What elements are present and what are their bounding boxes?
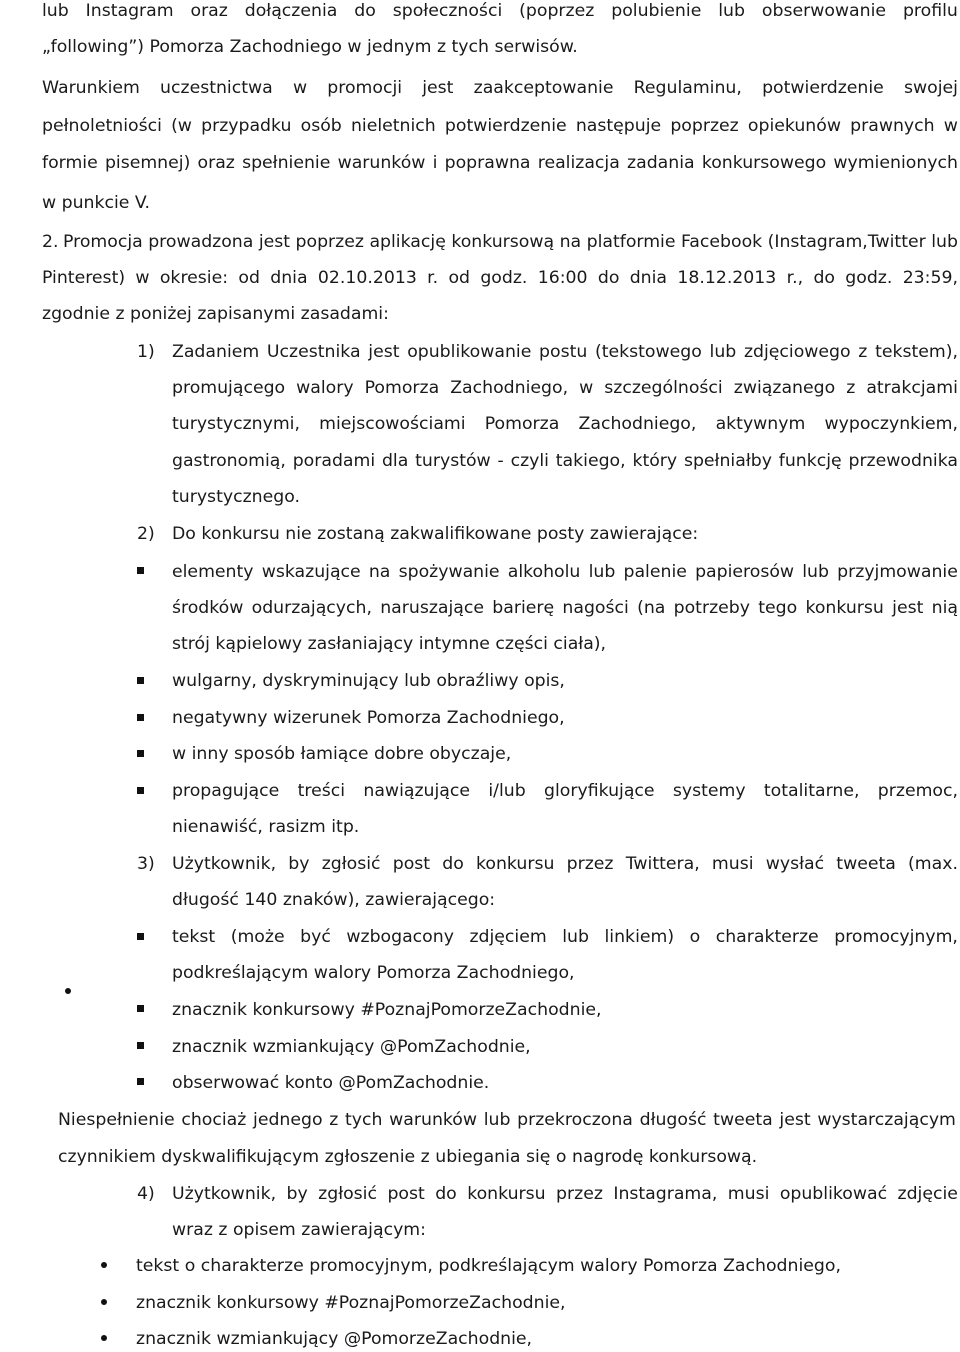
word: propagujące xyxy=(172,781,280,801)
bullet-line: w inny sposób łamiące dobre obyczaje, xyxy=(172,744,512,764)
word: promocji xyxy=(327,78,403,98)
word: promocyjnym, xyxy=(834,927,958,947)
word: musi xyxy=(711,854,754,874)
word: konkursu xyxy=(476,854,555,874)
word: naruszające xyxy=(380,598,485,618)
bullet-line: znacznik konkursowy #PoznajPomorzeZachodnie, xyxy=(136,1293,566,1313)
word: i/lub xyxy=(488,781,526,801)
word: lub xyxy=(562,927,589,947)
word: aplikację xyxy=(369,232,446,252)
word: lub xyxy=(718,1,745,21)
word: Twittera, xyxy=(625,854,700,874)
word: totalitarne, xyxy=(763,781,860,801)
word: (max. xyxy=(908,854,958,874)
word: swojej xyxy=(904,78,958,98)
word: Promocja xyxy=(63,232,143,252)
square-bullet-icon xyxy=(137,1042,144,1049)
word: do xyxy=(354,1,376,21)
square-bullet-icon xyxy=(137,787,144,794)
word: konkursu xyxy=(805,598,884,618)
bullet-line: znacznik wzmiankujący @PomZachodnie, xyxy=(172,1037,531,1057)
word: jest xyxy=(258,232,291,252)
word: poradami xyxy=(292,451,376,471)
word: (poprzez xyxy=(519,1,595,21)
round-bullet-icon xyxy=(101,1299,107,1305)
word: być xyxy=(300,927,331,947)
word: następuje xyxy=(575,116,662,136)
word: linkiem) xyxy=(604,927,675,947)
word: konkursową xyxy=(451,232,555,252)
word: w xyxy=(292,78,308,98)
paragraph-line: „following”) Pomorza Zachodniego w jednym z tych serwisów. xyxy=(42,37,578,57)
bullet-line xyxy=(172,926,958,948)
word: Zachodniego, xyxy=(578,414,697,434)
word: pisemnej) xyxy=(104,153,191,173)
word: wysłać xyxy=(765,854,825,874)
list-item-line: Do konkursu nie zostaną zakwalifikowane posty zawierające: xyxy=(172,524,699,544)
word: przekroczona xyxy=(517,1110,633,1130)
word: odurzających, xyxy=(251,598,372,618)
bullet-line: tekst o charakterze promocyjnym, podkreślającym walory Pomorza Zachodniego, xyxy=(136,1256,841,1276)
word: konkursu xyxy=(467,1184,546,1204)
word: by xyxy=(288,854,310,874)
word: wypoczynkiem, xyxy=(824,414,958,434)
bullet-line xyxy=(172,780,958,802)
word: funkcję xyxy=(778,451,842,471)
paragraph-line: w punkcie V. xyxy=(42,193,151,213)
word: związanego xyxy=(733,378,836,398)
word: jednego xyxy=(253,1110,323,1130)
list-number: 1) xyxy=(137,342,155,362)
word: spożywanie xyxy=(398,562,500,582)
word: post xyxy=(387,1184,425,1204)
round-bullet-icon xyxy=(101,1262,107,1268)
word: warunków xyxy=(337,153,426,173)
list-item-line: długość 140 znaków), zawierającego: xyxy=(172,890,496,910)
bullet-line: nienawiść, rasizm itp. xyxy=(172,817,360,837)
word: systemy xyxy=(672,781,746,801)
word: lub xyxy=(42,1,69,21)
square-bullet-icon xyxy=(137,933,144,940)
word: przyjmowanie xyxy=(837,562,958,582)
paragraph-line xyxy=(42,115,958,137)
word: treści xyxy=(297,781,346,801)
word: Pomorza xyxy=(364,378,440,398)
word: dnia xyxy=(629,268,668,288)
word: z xyxy=(846,378,856,398)
word: turystycznymi, xyxy=(172,414,300,434)
word: platformie xyxy=(586,232,676,252)
word: Regulaminu, xyxy=(633,78,742,98)
word: zgłosić xyxy=(321,854,381,874)
word: przez xyxy=(566,854,614,874)
paragraph-line xyxy=(42,77,958,99)
paragraph-line xyxy=(42,267,958,289)
word: czyli xyxy=(510,451,549,471)
word: tych xyxy=(345,1110,383,1130)
word: Zachodniego, xyxy=(450,378,569,398)
word: przypadku xyxy=(201,116,292,136)
word: oraz xyxy=(197,153,235,173)
word: promującego xyxy=(172,378,286,398)
bullet-line: znacznik konkursowy #PoznajPomorzeZachodnie, xyxy=(172,1000,602,1020)
word: pełnoletniości xyxy=(42,116,162,136)
word: uczestnictwa xyxy=(160,78,273,98)
word: zdjęciowego xyxy=(743,342,851,362)
word: dla xyxy=(381,451,409,471)
word: nieletnich xyxy=(350,116,436,136)
word: długość xyxy=(639,1110,707,1130)
word: potwierdzenie xyxy=(762,78,884,98)
word: 18.12.2013 xyxy=(677,268,777,288)
word: (może xyxy=(230,927,285,947)
word: do xyxy=(813,268,835,288)
word: tweeta xyxy=(713,1110,773,1130)
word: prawnych xyxy=(850,116,935,136)
word: przewodnika xyxy=(848,451,958,471)
word: Użytkownik, xyxy=(172,1184,277,1204)
bullet-line: negatywny wizerunek Pomorza Zachodniego, xyxy=(172,708,565,728)
word: i xyxy=(432,153,438,173)
word: Instagrama, xyxy=(613,1184,718,1204)
word: 02.10.2013 xyxy=(317,268,417,288)
word: (Instagram,Twitter xyxy=(767,232,926,252)
square-bullet-icon xyxy=(137,750,144,757)
list-item-line xyxy=(172,853,958,875)
round-bullet-icon xyxy=(65,988,71,994)
word: tekst xyxy=(172,927,216,947)
list-number: 2) xyxy=(137,524,155,544)
word: (tekstowego xyxy=(595,342,702,362)
word: dołączenia xyxy=(244,1,338,21)
word: gastronomią, xyxy=(172,451,286,471)
word: lub xyxy=(709,342,737,362)
word: aktywnym xyxy=(715,414,806,434)
word: opiekunów xyxy=(747,116,841,136)
paragraph-line xyxy=(42,152,958,174)
word: wskazujące xyxy=(261,562,361,582)
word: nawiązujące xyxy=(363,781,471,801)
word: tekstem), xyxy=(875,342,958,362)
word: z xyxy=(329,1110,339,1130)
word: jest xyxy=(422,78,454,98)
word: lub xyxy=(802,562,829,582)
word: chociaż xyxy=(181,1110,247,1130)
word: Zadaniem xyxy=(172,342,260,362)
word: profilu xyxy=(902,1,958,21)
word: potwierdzenie xyxy=(444,116,567,136)
word: wymienionych xyxy=(833,153,958,173)
word: w xyxy=(579,378,594,398)
bullet-line: podkreślającym walory Pomorza Zachodniego, xyxy=(172,963,575,983)
word: atrakcjami xyxy=(866,378,958,398)
word: miejscowościami xyxy=(319,414,466,434)
word: formie xyxy=(42,153,98,173)
word: do xyxy=(435,1184,457,1204)
word: Użytkownik, xyxy=(172,854,277,874)
word: Pomorza xyxy=(484,414,560,434)
word: 23:59, xyxy=(902,268,958,288)
word: warunków xyxy=(389,1110,478,1130)
paragraph-line xyxy=(63,231,958,253)
bullet-line: strój kąpielowy zasłaniający intymne części ciała), xyxy=(172,634,607,654)
bullet-line: wulgarny, dyskryminujący lub obraźliwy opis, xyxy=(172,671,565,691)
word: realizacja xyxy=(537,153,620,173)
word: - xyxy=(497,451,504,471)
word: r. xyxy=(427,268,439,288)
word: prowadzona xyxy=(148,232,254,252)
word: poprzez xyxy=(295,232,364,252)
word: elementy xyxy=(172,562,254,582)
word: polubienie xyxy=(611,1,702,21)
word: godz. xyxy=(845,268,893,288)
word: 16:00 xyxy=(537,268,588,288)
word: palenie xyxy=(623,562,687,582)
word: jest xyxy=(779,1110,811,1130)
word: Facebook xyxy=(680,232,763,252)
word: na xyxy=(368,562,391,582)
word: Instagram xyxy=(85,1,174,21)
square-bullet-icon xyxy=(137,677,144,684)
word: tweeta xyxy=(836,854,896,874)
list-number: 4) xyxy=(137,1184,155,1204)
word: do xyxy=(442,854,464,874)
word: zgłosić xyxy=(318,1184,377,1204)
word: zdjęcie xyxy=(897,1184,958,1204)
word: barierę xyxy=(492,598,555,618)
square-bullet-icon xyxy=(137,1078,144,1085)
word: walory xyxy=(296,378,354,398)
bullet-line xyxy=(172,561,958,583)
word: lub xyxy=(931,232,958,252)
word: spełniałby xyxy=(683,451,772,471)
list-item-line xyxy=(172,341,958,363)
word: by xyxy=(286,1184,308,1204)
word: od xyxy=(238,268,260,288)
word: spełnienie xyxy=(242,153,331,173)
word: godz. xyxy=(480,268,528,288)
word: zaakceptowanie xyxy=(473,78,614,98)
word: jest xyxy=(368,342,400,362)
list-item-line xyxy=(172,450,958,472)
word: środków xyxy=(172,598,244,618)
square-bullet-icon xyxy=(137,1005,144,1012)
bullet-line: znacznik wzmiankujący @PomorzeZachodnie, xyxy=(136,1329,533,1349)
list-item-line xyxy=(172,413,958,435)
word: opublikowanie xyxy=(407,342,532,362)
word: Warunkiem xyxy=(42,78,140,98)
list-item-line xyxy=(172,1183,958,1205)
word: poprzez xyxy=(670,116,739,136)
list-number: 3) xyxy=(137,854,155,874)
word: zdjęciem xyxy=(469,927,547,947)
bullet-line xyxy=(172,597,958,619)
word: poprawna xyxy=(444,153,531,173)
word: dnia xyxy=(270,268,308,288)
word: Pinterest) xyxy=(42,268,126,288)
list-item-line xyxy=(172,377,958,399)
word: który xyxy=(632,451,678,471)
word: opublikować xyxy=(779,1184,888,1204)
word: przemoc, xyxy=(877,781,958,801)
word: charakterze xyxy=(715,927,819,947)
word: potrzeby xyxy=(673,598,750,618)
paragraph-line xyxy=(42,0,958,22)
word: alkoholu xyxy=(507,562,581,582)
word: zadania xyxy=(627,153,695,173)
word: nagości xyxy=(562,598,629,618)
word: obserwowanie xyxy=(761,1,887,21)
word: oraz xyxy=(190,1,228,21)
word: turystów xyxy=(415,451,491,471)
word: lub xyxy=(483,1110,511,1130)
word: wystarczającym xyxy=(817,1110,956,1130)
word: na xyxy=(559,232,582,252)
word: Uczestnika xyxy=(266,342,361,362)
word: okresie: xyxy=(159,268,229,288)
word: społeczności xyxy=(392,1,503,21)
word: lub xyxy=(588,562,616,582)
word: Niespełnienie xyxy=(58,1110,175,1130)
word: wzbogacony xyxy=(346,927,454,947)
list-item-line: turystycznego. xyxy=(172,487,300,507)
word: od xyxy=(448,268,471,288)
bullet-line: obserwować konto @PomZachodnie. xyxy=(172,1073,490,1093)
word: w xyxy=(135,268,150,288)
paragraph-line: zgodnie z poniżej zapisanymi zasadami: xyxy=(42,304,389,324)
word: gloryfikujące xyxy=(544,781,655,801)
list-item-line: wraz z opisem zawierającym: xyxy=(172,1220,426,1240)
word: post xyxy=(392,854,431,874)
square-bullet-icon xyxy=(137,567,144,574)
paragraph-line: czynnikiem dyskwalifikującym zgłoszenie z ubiegania się o nagrodę konkursową. xyxy=(58,1147,758,1167)
word: nią xyxy=(931,598,958,618)
word: osób xyxy=(300,116,342,136)
word: r., xyxy=(786,268,804,288)
section-number: 2. xyxy=(42,232,59,252)
round-bullet-icon xyxy=(101,1335,107,1341)
word: o xyxy=(689,927,701,947)
word: przez xyxy=(556,1184,603,1204)
square-bullet-icon xyxy=(137,714,144,721)
word: (na xyxy=(637,598,666,618)
word: szczególności xyxy=(604,378,723,398)
word: papierosów xyxy=(695,562,795,582)
word: w xyxy=(943,116,958,136)
word: musi xyxy=(727,1184,770,1204)
word: postu xyxy=(539,342,588,362)
word: jest xyxy=(892,598,924,618)
word: konkursowego xyxy=(701,153,827,173)
word: takiego, xyxy=(555,451,626,471)
paragraph-line xyxy=(58,1109,956,1131)
word: do xyxy=(597,268,620,288)
word: z xyxy=(858,342,868,362)
word: tego xyxy=(758,598,798,618)
word: (w xyxy=(171,116,192,136)
